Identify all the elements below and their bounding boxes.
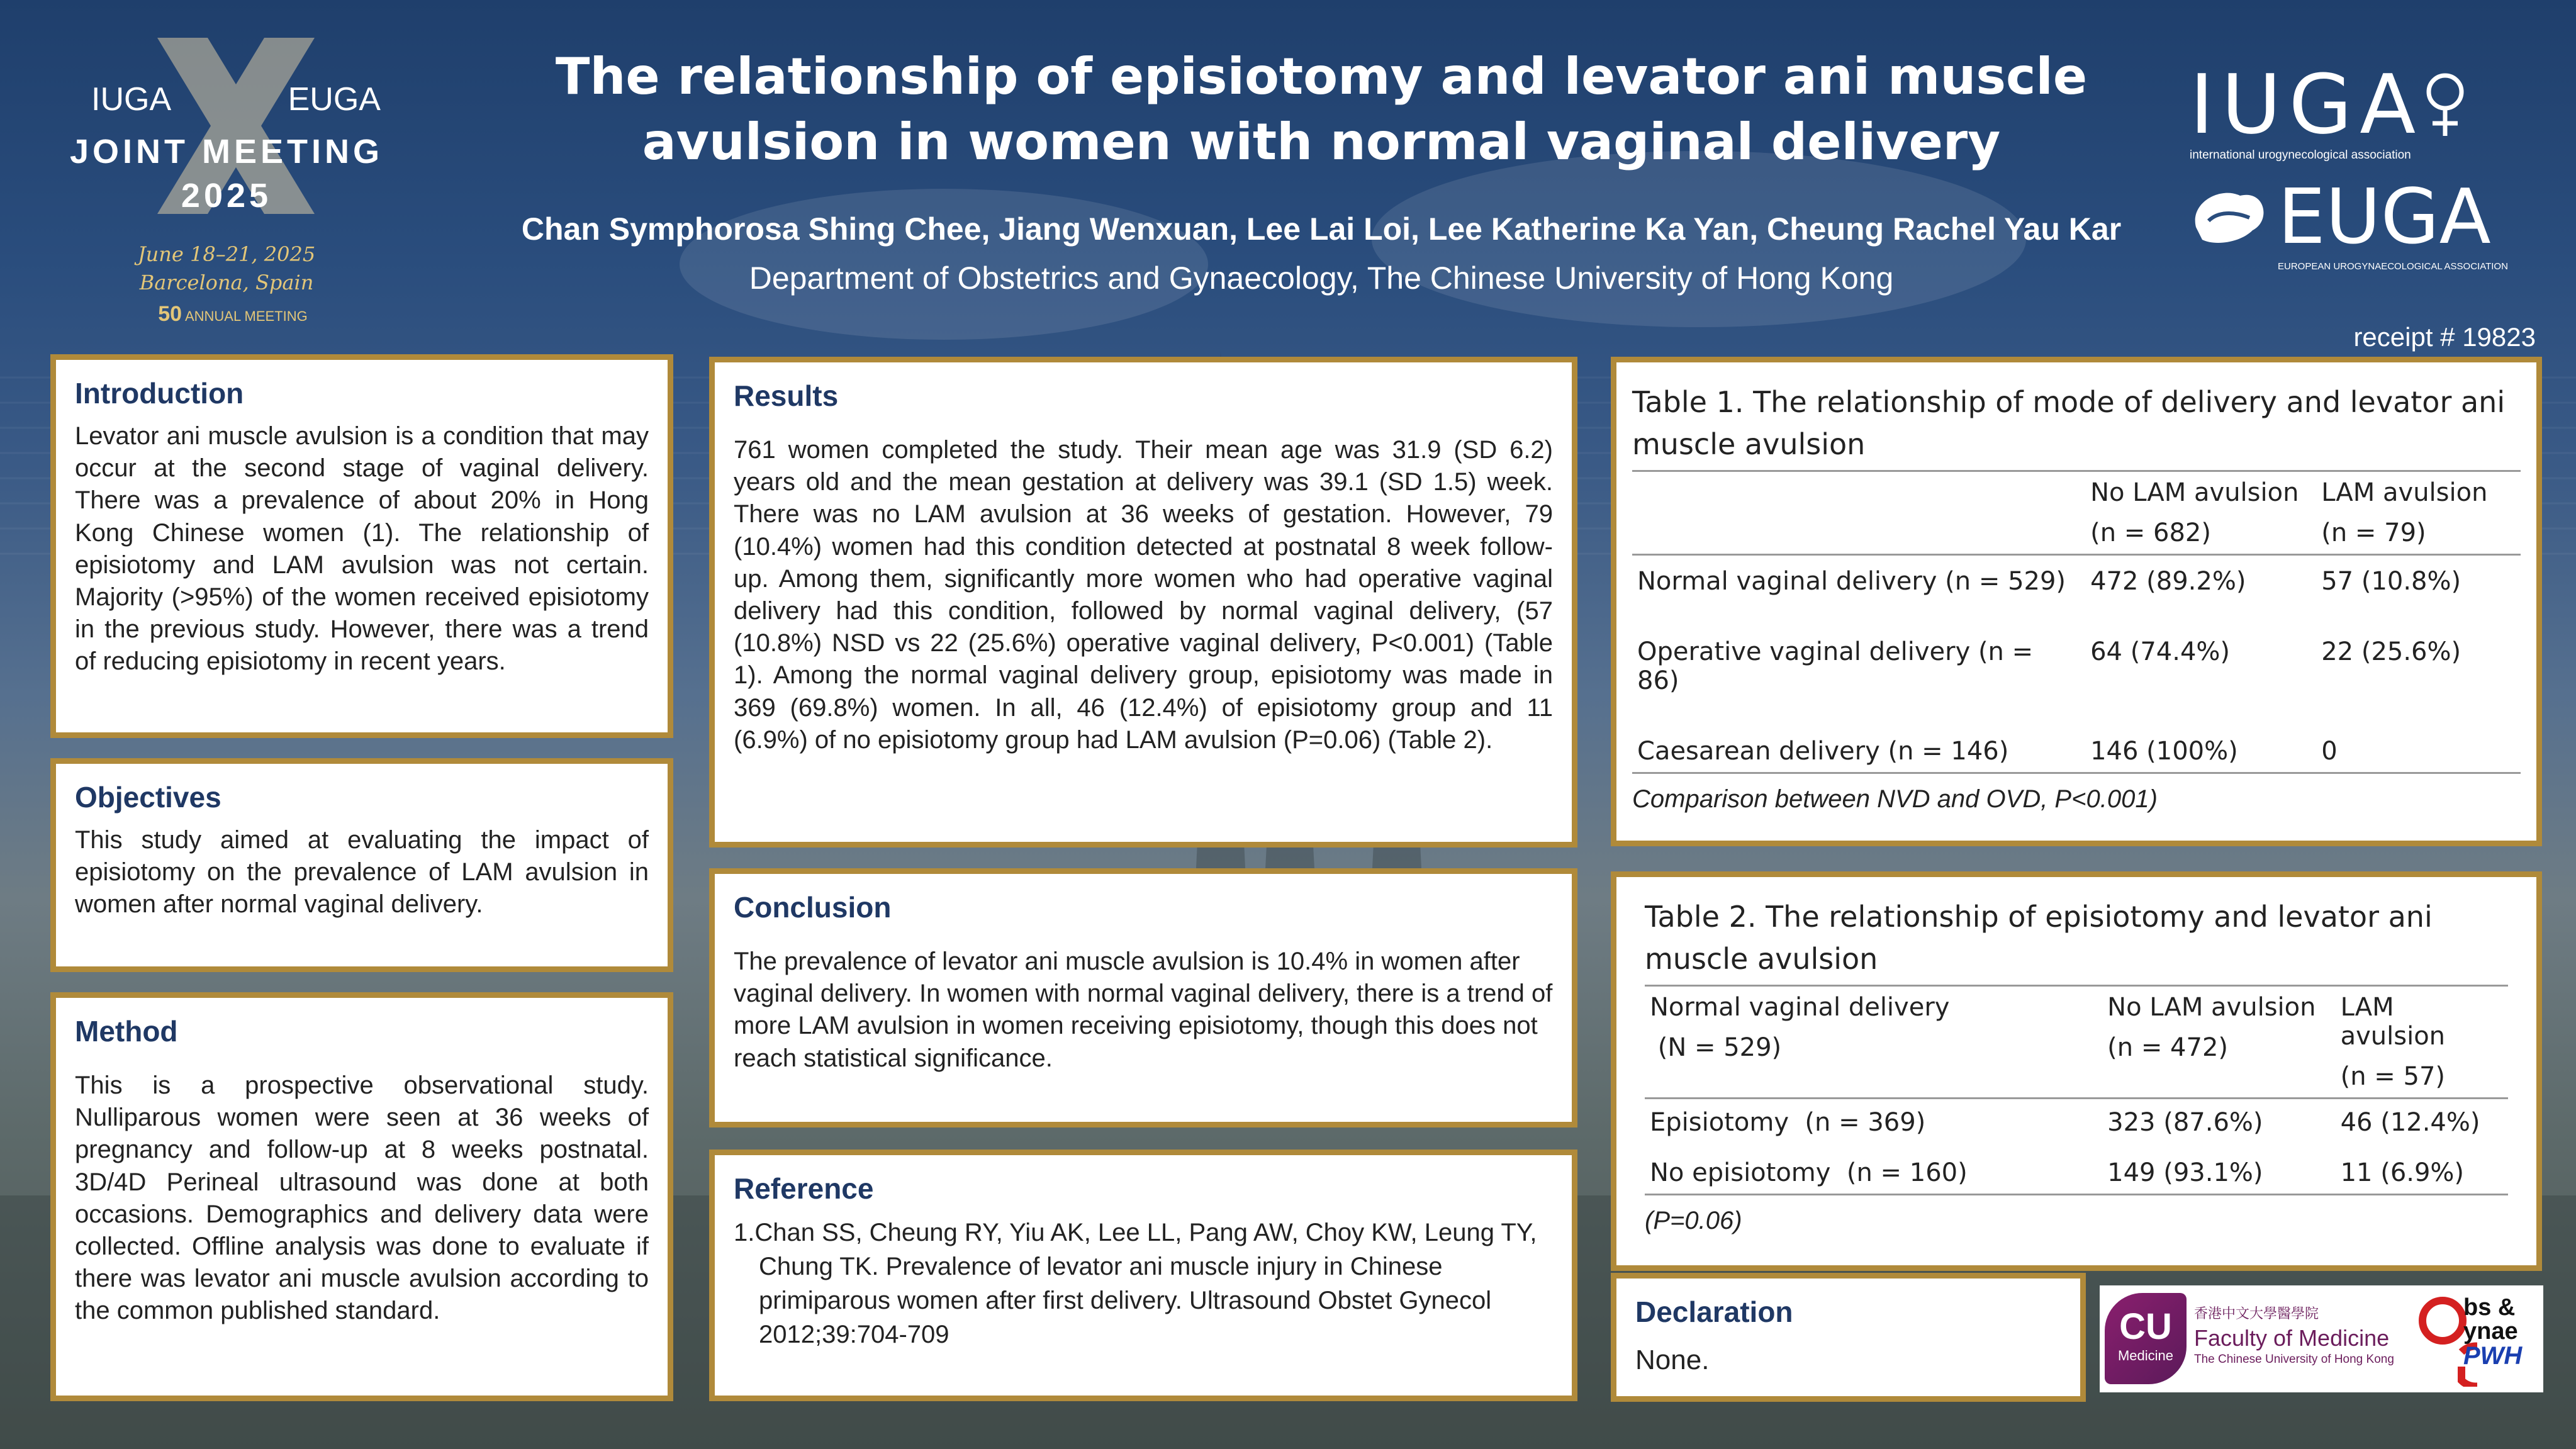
table1-caption: Table 1. The relationship of mode of delivery and levator ani muscle avulsion bbox=[1632, 385, 2506, 461]
table-cell: 64 (74.4%) bbox=[2090, 637, 2231, 667]
table2-panel bbox=[1611, 871, 2542, 1271]
reference-panel bbox=[709, 1150, 1577, 1401]
method-panel bbox=[50, 992, 673, 1401]
col-header-n: (n = 57) bbox=[2340, 1062, 2445, 1092]
introduction-body: Levator ani muscle avulsion is a condition that may occur at the second stage of vaginal delivery. There was a prevalence of about 20% in Hong Kong Chinese women (1). The relationship of episiotomy and LAM avulsion was not certain. Majority (>95%) of the women received episiotomy in the previous study. However, there was a trend of reducing episiotomy in recent years. bbox=[75, 422, 649, 676]
obs-line-1: bs & bbox=[2463, 1294, 2516, 1321]
meeting-location: Barcelona, Spain bbox=[139, 271, 314, 294]
table-cell: 0 bbox=[2316, 730, 2521, 773]
introduction-heading: Introduction bbox=[75, 377, 244, 410]
reference-heading: Reference bbox=[734, 1172, 874, 1205]
row-label: Operative vaginal delivery (n = 86) bbox=[1637, 637, 2034, 696]
conclusion-body: The prevalence of levator ani muscle avulsion is 10.4% in women after vaginal delivery. In women with normal vaginal delivery, there is a trend of more LAM avulsion in women receiving episiotomy, though this does not reach statistical significance. bbox=[734, 948, 1553, 1072]
row-header-n: (N = 529) bbox=[1650, 1033, 1782, 1063]
euga-tagline: EUROPEAN UROGYNAECOLOGICAL ASSOCIATION bbox=[2278, 261, 2508, 272]
table-header-cell bbox=[1632, 471, 2085, 555]
table1-panel bbox=[1611, 357, 2542, 846]
table-header-cell bbox=[1645, 986, 2102, 1099]
iuga-tagline: international urogynecological association bbox=[2190, 148, 2411, 162]
euga-mini-label: EUGA bbox=[288, 81, 381, 118]
table1 bbox=[1632, 470, 2521, 774]
row-label: No episiotomy (n = 160) bbox=[1645, 1152, 2102, 1195]
row-label: Caesarean delivery (n = 146) bbox=[1632, 730, 2085, 773]
table-cell: 11 (6.9%) bbox=[2336, 1152, 2508, 1195]
conclusion-panel bbox=[709, 868, 1577, 1127]
joint-meeting-label: JOINT MEETING bbox=[69, 133, 384, 171]
objectives-panel bbox=[50, 758, 673, 972]
reference-item: 1.Chan SS, Cheung RY, Yiu AK, Lee LL, Pang AW, Choy KW, Leung TY, Chung TK. Prevalence of levator ani muscle injury in Chinese primiparous women after first delivery. Ultrasound Obstet Gynecol 2012;39:704-709 bbox=[734, 1219, 1537, 1348]
declaration-panel bbox=[1611, 1273, 2086, 1402]
cu-medicine-logo bbox=[2105, 1293, 2187, 1384]
table2-note: (P=0.06) bbox=[1645, 1207, 1742, 1235]
euga-emblem-icon bbox=[2190, 183, 2271, 252]
table-row bbox=[1632, 631, 2521, 730]
iuga-logo-text: IUGA bbox=[2190, 57, 2424, 152]
declaration-heading: Declaration bbox=[1635, 1295, 1793, 1328]
method-heading: Method bbox=[75, 1015, 178, 1048]
anniversary-number: 50 bbox=[158, 302, 182, 326]
authors: Chan Symphorosa Shing Chee, Jiang Wenxuan, Lee Lai Loi, Lee Katherine Ka Yan, Cheung Rachel Yau Kar bbox=[521, 211, 2122, 247]
euga-logo-text: EUGA bbox=[2278, 174, 2491, 261]
conclusion-heading: Conclusion bbox=[734, 891, 892, 924]
table1-note: Comparison between NVD and OVD, P<0.001) bbox=[1632, 785, 2158, 814]
results-body: 761 women completed the study. Their mean age was 31.9 (SD 6.2) years old and the mean gestation at delivery was 39.1 (SD 1.5) week. There was no LAM avulsion at 36 weeks of gestation. However, 79 (10.4%) women had this condition detected at postnatal 8 week follow-up. Among them, significantly more women who had operative vaginal delivery had this condition, followed by normal vaginal delivery, (57 (10.8%) NSD vs 22 (25.6%) operative vaginal delivery, P<0.001) (Table 1). Among the normal vaginal delivery group, episiotomy was made in 369 (69.8%) women. In all, 46 (12.4%) of episiotomy group and 11 (6.9%) of no episiotomy group had LAM avulsion (P=0.06) (Table 2). bbox=[734, 436, 1553, 754]
table-row bbox=[1632, 555, 2521, 632]
title-line-2: avulsion in women with normal vaginal delivery bbox=[642, 113, 2001, 171]
table-header-row bbox=[1645, 986, 2508, 1099]
table-header-row bbox=[1632, 471, 2521, 555]
introduction-panel bbox=[50, 354, 673, 738]
table2-caption: Table 2. The relationship of episiotomy and levator ani muscle avulsion bbox=[1645, 900, 2433, 976]
female-symbol-icon bbox=[2423, 70, 2467, 139]
faculty-name: Faculty of Medicine bbox=[2194, 1325, 2390, 1351]
objectives-heading: Objectives bbox=[75, 781, 221, 814]
table-cell: 22 (25.6%) bbox=[2321, 637, 2461, 667]
anniversary-label: ANNUAL MEETING bbox=[184, 308, 308, 324]
cu-sub: Medicine bbox=[2117, 1348, 2174, 1363]
table-row bbox=[1645, 1099, 2508, 1153]
col-header-label: LAM avulsion bbox=[2321, 478, 2488, 508]
col-header-n: (n = 682) bbox=[2090, 518, 2211, 548]
meeting-dates: June 18–21, 2025 bbox=[137, 242, 316, 266]
receipt-number: receipt # 19823 bbox=[2353, 322, 2536, 352]
obs-line-3: PWH bbox=[2463, 1342, 2523, 1370]
obs-line-2: ynae bbox=[2463, 1318, 2518, 1345]
row-label: Episiotomy (n = 369) bbox=[1650, 1108, 1926, 1138]
title-line-1: The relationship of episiotomy and levator ani muscle bbox=[555, 47, 2088, 106]
col-header-label: LAM avulsion bbox=[2340, 993, 2446, 1051]
table-row bbox=[1632, 730, 2521, 773]
poster-title bbox=[472, 44, 2171, 175]
table-header-cell bbox=[2316, 471, 2521, 555]
meeting-year: 2025 bbox=[181, 177, 272, 215]
col-header-n: (n = 472) bbox=[2107, 1033, 2229, 1063]
table-cell: 57 (10.8%) bbox=[2321, 567, 2461, 596]
institution-logos bbox=[2100, 1285, 2543, 1392]
declaration-body: None. bbox=[1635, 1345, 1710, 1375]
col-header-label: No LAM avulsion bbox=[2107, 993, 2316, 1022]
table-header-cell bbox=[2102, 986, 2335, 1099]
table-cell: 472 (89.2%) bbox=[2090, 567, 2246, 596]
row-label: Normal vaginal delivery (n = 529) bbox=[1637, 567, 2066, 596]
col-header-n: (n = 79) bbox=[2321, 518, 2426, 548]
association-logos bbox=[2190, 57, 2517, 272]
conference-logo bbox=[50, 25, 403, 333]
table-cell: 146 (100%) bbox=[2085, 730, 2316, 773]
table-cell: 323 (87.6%) bbox=[2107, 1108, 2263, 1138]
table-cell: 149 (93.1%) bbox=[2102, 1152, 2335, 1195]
cu-text: CU bbox=[2119, 1306, 2172, 1347]
faculty-chinese-name: 香港中文大學醫學院 bbox=[2194, 1306, 2319, 1321]
table-header-cell bbox=[2085, 471, 2316, 555]
results-panel bbox=[709, 357, 1577, 848]
objectives-body: This study aimed at evaluating the impact of episiotomy on the prevalence of LAM avulsion in women after normal vaginal delivery. bbox=[75, 826, 649, 919]
iuga-mini-label: IUGA bbox=[91, 81, 172, 118]
table2 bbox=[1645, 985, 2508, 1195]
row-header-label: Normal vaginal delivery bbox=[1650, 993, 1950, 1022]
method-body: This is a prospective observational study. Nulliparous women were seen at 36 weeks of pregnancy and follow-up at 8 weeks postnatal. 3D/4D Perineal ultrasound was done at both occasions. Demographics and delivery data were collected. Offline analysis was done to evaluate if there was levator ani muscle avulsion according to the common published standard. bbox=[75, 1071, 649, 1325]
faculty-university: The Chinese University of Hong Kong bbox=[2194, 1353, 2394, 1366]
results-heading: Results bbox=[734, 379, 839, 412]
table-cell: 46 (12.4%) bbox=[2340, 1108, 2480, 1138]
obs-gynae-pwh-logo bbox=[2414, 1289, 2540, 1390]
table-header-cell bbox=[2336, 986, 2508, 1099]
table-row bbox=[1645, 1152, 2508, 1195]
col-header-label: No LAM avulsion bbox=[2090, 478, 2299, 508]
department: Department of Obstetrics and Gynaecology, The Chinese University of Hong Kong bbox=[749, 260, 1894, 296]
